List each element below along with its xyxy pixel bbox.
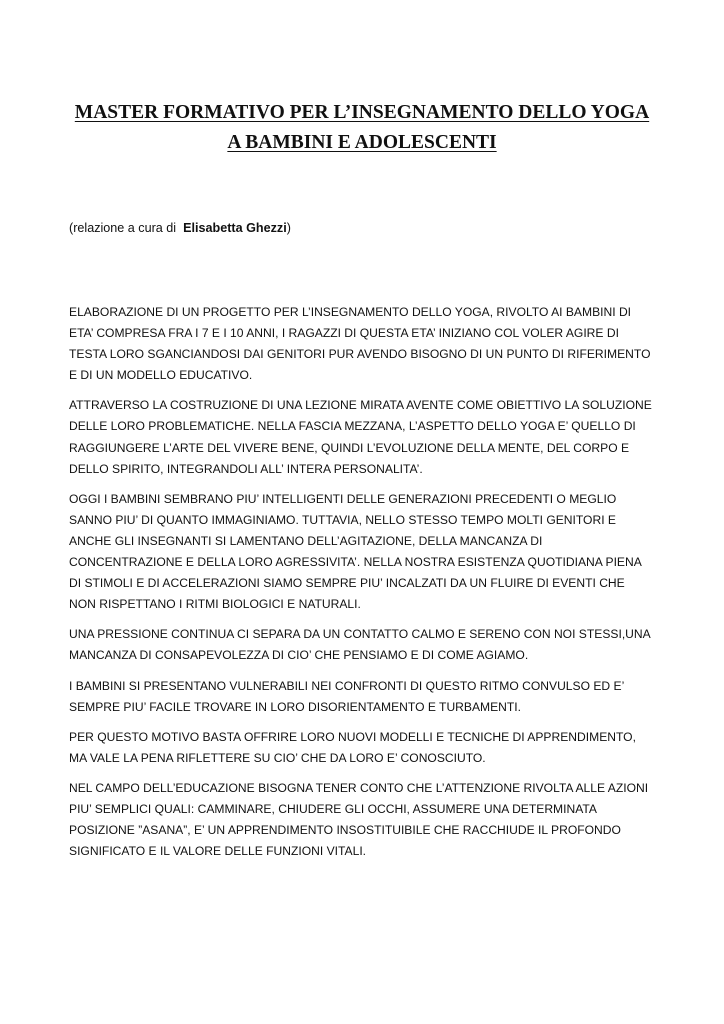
- paragraph-line: NON RISPETTANO I RITMI BIOLOGICI E NATURALI.: [69, 597, 361, 612]
- paragraph-line: ANCHE GLI INSEGNANTI SI LAMENTANO DELL’AGITAZIONE, DELLA MANCANZA DI: [69, 533, 543, 548]
- title-line: MASTER FORMATIVO PER L’INSEGNAMENTO DELLO YOGA: [74, 102, 650, 123]
- paragraph-line: DELLE LORO PROBLEMATICHE. NELLA FASCIA MEZZANA, L’ASPETTO DELLO YOGA E’ QUELLO DI: [69, 419, 636, 434]
- byline-suffix: ): [286, 221, 291, 235]
- author-name: Elisabetta Ghezzi: [183, 221, 287, 235]
- body-paragraph: [69, 624, 669, 666]
- paragraph-line: POSIZIONE ”ASANA”, E’ UN APPRENDIMENTO INSOSTITUIBILE CHE RACCHIUDE IL PROFONDO: [69, 823, 621, 838]
- paragraph-line: SANNO PIU’ DI QUANTO IMMAGINIAMO. TUTTAVIA, NELLO STESSO TEMPO MOLTI GENITORI E: [69, 512, 616, 527]
- body-paragraph: [69, 778, 669, 862]
- paragraph-line: NEL CAMPO DELL’EDUCAZIONE BISOGNA TENER CONTO CHE L’ATTENZIONE RIVOLTA ALLE AZIONI: [69, 780, 649, 795]
- paragraph-line: SIGNIFICATO E IL VALORE DELLE FUNZIONI VITALI.: [69, 844, 367, 859]
- byline-prefix: (relazione a cura di: [69, 221, 184, 235]
- body-paragraph: [69, 395, 669, 479]
- paragraph-line: DELLO SPIRITO, INTEGRANDOLI ALL’ INTERA PERSONALITA’.: [69, 461, 423, 476]
- paragraph-line: SEMPRE PIU’ FACILE TROVARE IN LORO DISORIENTAMENTO E TURBAMENTI.: [69, 699, 522, 714]
- paragraph-line: PER QUESTO MOTIVO BASTA OFFRIRE LORO NUOVI MODELLI E TECNICHE DI APPRENDIMENTO,: [69, 729, 636, 744]
- title-line: A BAMBINI E ADOLESCENTI: [227, 132, 497, 153]
- document-body: [69, 302, 669, 871]
- paragraph-line: PIU’ SEMPLICI QUALI: CAMMINARE, CHIUDERE GLI OCCHI, ASSUMERE UNA DETERMINATA: [69, 801, 597, 816]
- paragraph-line: I BAMBINI SI PRESENTANO VULNERABILI NEI CONFRONTI DI QUESTO RITMO CONVULSO ED E’: [69, 678, 625, 693]
- paragraph-line: CONCENTRAZIONE E DELLA LORO AGRESSIVITA’. NELLA NOSTRA ESISTENZA QUOTIDIANA PIENA: [69, 555, 642, 570]
- body-paragraph: [69, 302, 669, 386]
- paragraph-line: UNA PRESSIONE CONTINUA CI SEPARA DA UN CONTATTO CALMO E SERENO CON NOI STESSI,UNA: [69, 627, 651, 642]
- paragraph-line: OGGI I BAMBINI SEMBRANO PIU’ INTELLIGENTI DELLE GENERAZIONI PRECEDENTI O MEGLIO: [69, 491, 617, 506]
- paragraph-line: ATTRAVERSO LA COSTRUZIONE DI UNA LEZIONE MIRATA AVENTE COME OBIETTIVO LA SOLUZIONE: [69, 398, 652, 413]
- paragraph-line: ETA’ COMPRESA FRA I 7 E I 10 ANNI, I RAGAZZI DI QUESTA ETA’ INIZIANO COL VOLER AGIRE DI: [69, 326, 619, 341]
- paragraph-line: MA VALE LA PENA RIFLETTERE SU CIO’ CHE DA LORO E’ CONOSCIUTO.: [69, 750, 486, 765]
- byline: [69, 219, 291, 237]
- body-paragraph: [69, 489, 669, 616]
- paragraph-line: RAGGIUNGERE L’ARTE DEL VIVERE BENE, QUINDI L’EVOLUZIONE DELLA MENTE, DEL CORPO E: [69, 440, 630, 455]
- paragraph-line: MANCANZA DI CONSAPEVOLEZZA DI CIO’ CHE PENSIAMO E DI COME AGIAMO.: [69, 648, 529, 663]
- paragraph-line: E DI UN MODELLO EDUCATIVO.: [69, 368, 253, 383]
- paragraph-line: DI STIMOLI E DI ACCELERAZIONI SIAMO SEMPRE PIU’ INCALZATI DA UN FLUIRE DI EVENTI CHE: [69, 576, 625, 591]
- body-paragraph: [69, 676, 669, 718]
- paragraph-line: TESTA LORO SGANCIANDOSI DAI GENITORI PUR AVENDO BISOGNO DI UN PUNTO DI RIFERIMENTO: [69, 347, 651, 362]
- body-paragraph: [69, 727, 669, 769]
- paragraph-line: ELABORAZIONE DI UN PROGETTO PER L’INSEGNAMENTO DELLO YOGA, RIVOLTO AI BAMBINI DI: [69, 305, 632, 319]
- page-title: [40, 98, 684, 158]
